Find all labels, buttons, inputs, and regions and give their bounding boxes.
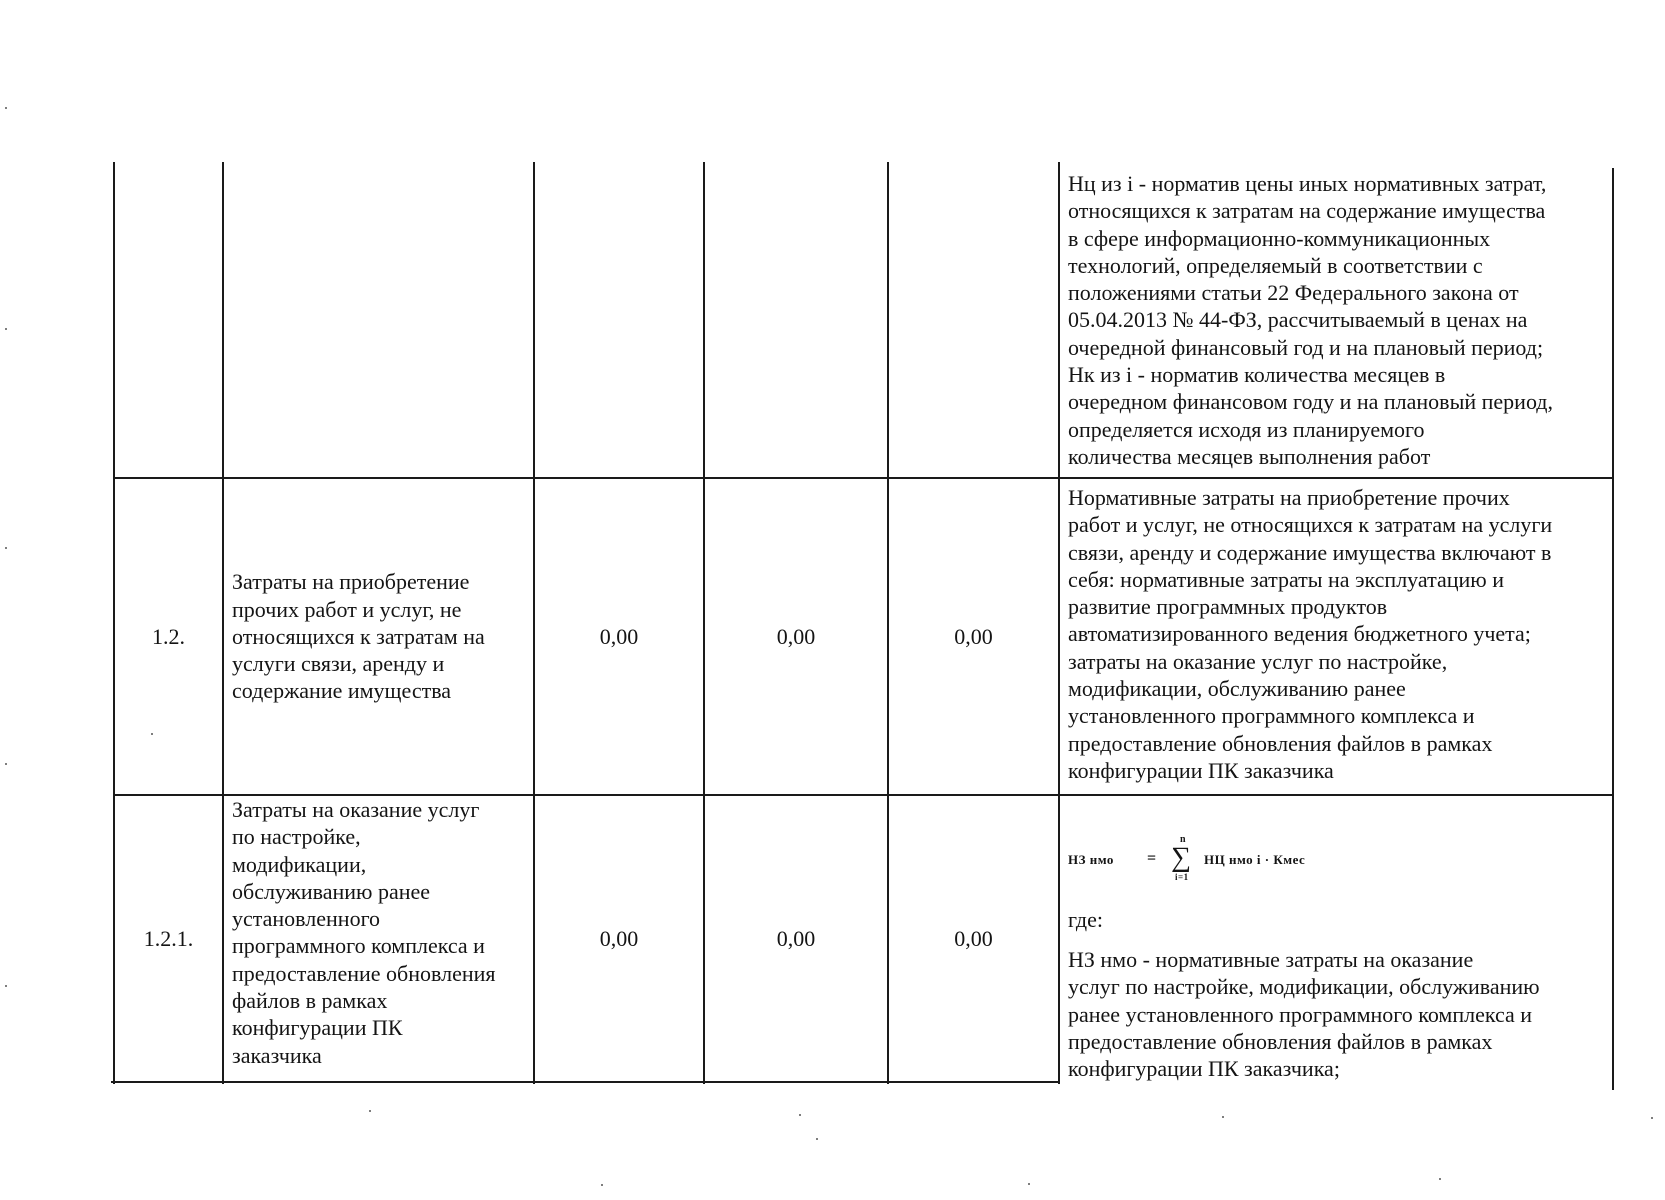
scan-speck xyxy=(816,1138,818,1140)
formula-sum-upper: n xyxy=(1180,834,1187,845)
row-3-number: 1.2.1. xyxy=(143,925,194,951)
row-2-name: Затраты на приобретение прочих работ и услуг, не относящихся к затратам на услуги связи, аренду и содержание имущества xyxy=(232,569,485,704)
row-3-value-1: 0,00 xyxy=(599,925,639,951)
formula-sum-sign: ∑ xyxy=(1171,842,1192,873)
formula-left-term: НЗ нмо xyxy=(1068,852,1114,867)
scan-speck xyxy=(799,1114,801,1116)
row-3-name: Затраты на оказание услуг по настройке, модификации, обслуживанию ранее установленного программного комплекса и предоставление обновления файлов в рамках конфигурации ПК заказчика xyxy=(232,797,496,1068)
row-2-value-1: 0,00 xyxy=(599,623,639,649)
formula-sum-lower: i=1 xyxy=(1175,872,1189,882)
row-2-value-2: 0,00 xyxy=(776,623,816,649)
scan-speck xyxy=(1222,1116,1224,1118)
border-table-bottom xyxy=(111,1081,1059,1083)
cost-formula xyxy=(1068,836,1368,884)
row-3-value-2: 0,00 xyxy=(776,925,816,951)
row-2-value-3: 0,00 xyxy=(954,623,993,649)
scan-speck xyxy=(151,733,153,735)
formula-equals: = xyxy=(1147,850,1157,867)
row-3-description: НЗ нмо - нормативные затраты на оказание услуг по настройке, модификации, обслуживанию ранее установленного программного комплекса и предоставление обновления файлов в рамках конфигурации ПК заказчика; xyxy=(1068,947,1540,1082)
row-3-where-label: где: xyxy=(1068,907,1103,932)
row-2-description: Нормативные затраты на приобретение прочих работ и услуг, не относящихся к затратам на услуги связи, аренду и содержание имущества включают в себя: нормативные затраты на эксплуатацию и развитие программных продуктов автоматизированного ведения бюджетного учета; затраты на оказание услуг по настройке, модификации, обслуживанию ранее установленного программного комплекса и предоставление обновления файлов в рамках конфигурации ПК заказчика xyxy=(1068,485,1553,783)
border-col-5-upper xyxy=(1058,162,1060,1084)
scan-speck xyxy=(5,107,7,109)
row-1-description: Нц из i - норматив цены иных нормативных затрат, относящихся к затратам на содержание имущества в сфере информационно-коммуникационных технологий, определяемый в соответствии с положениями статьи 22 Федерального закона от 05.04.2013 № 44-ФЗ, рассчитываемый в ценах на очередной финансовый год и на плановый период; Нк из i - норматив количества месяцев в очередном финансовом году и на плановый период, определяется исходя из планируемого количества месяцев выполнения работ xyxy=(1068,171,1553,469)
scan-speck xyxy=(601,1184,603,1186)
scan-speck xyxy=(369,1110,371,1112)
row-3-value-3: 0,00 xyxy=(954,925,993,951)
scan-speck xyxy=(5,763,7,765)
scan-speck xyxy=(5,985,7,987)
border-col-1 xyxy=(222,162,224,1084)
scan-speck xyxy=(1651,1117,1653,1119)
formula-right-term: НЦ нмо i · Кмес xyxy=(1204,852,1306,867)
border-col-6 xyxy=(1612,168,1614,1090)
scan-speck xyxy=(1439,1178,1441,1180)
row-2-number: 1.2. xyxy=(152,623,185,649)
scan-speck xyxy=(5,328,7,330)
scan-speck xyxy=(1028,1183,1030,1185)
scan-speck xyxy=(5,547,7,549)
